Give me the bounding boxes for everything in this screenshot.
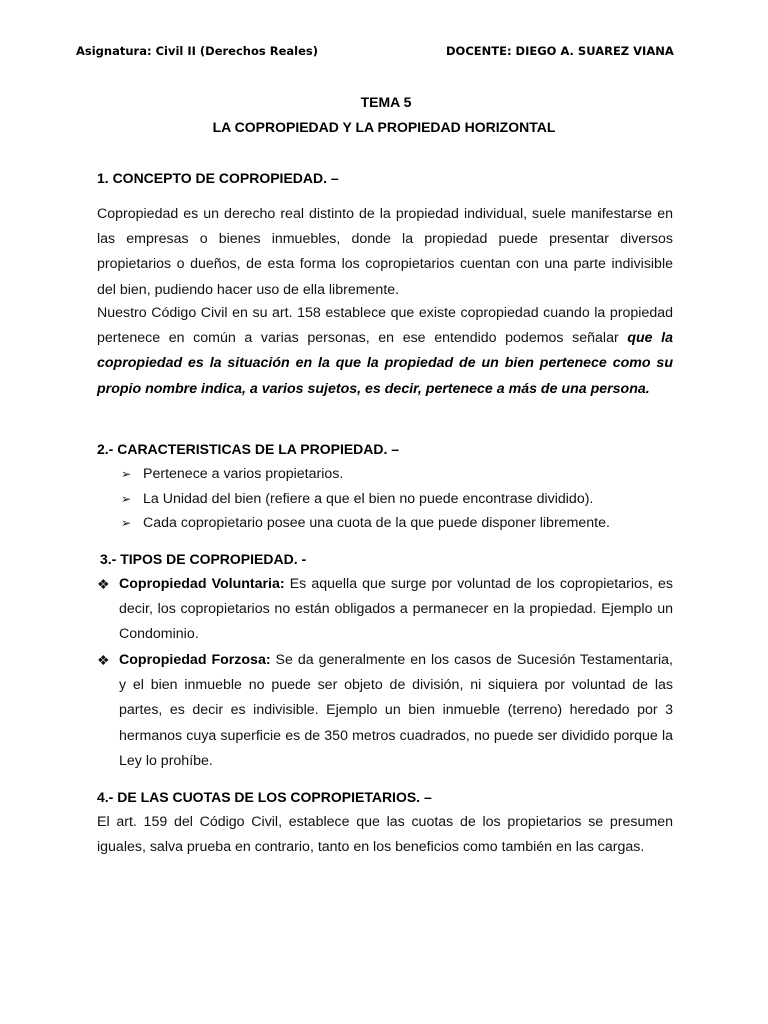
list-item-body [119,572,673,648]
list-item [121,511,681,536]
term-voluntary: Copropiedad Voluntaria: [119,576,285,592]
list-item-text: La Unidad del bien (refiere a que el bien no puede encontrase dividido). [143,490,594,507]
topic-title: TEMA 5 [360,94,412,110]
definition-voluntary: Es aquella que surge por voluntad de los copropietarios, es decir, los copropietarios no están obligados a permanecer en la propiedad. Ejemplo un Condominio. [119,576,673,643]
section-4-heading: 4.- DE LAS CUOTAS DE LOS COPROPIETARIOS. – [97,789,432,805]
paragraph-text: Nuestro Código Civil en su art. 158 establece que existe copropiedad cuando la propiedad pertenece en común a varias personas, en ese entendido podemos señalar [97,305,673,347]
list-item-forced [97,648,673,774]
section-4-paragraph: El art. 159 del Código Civil, establece que las cuotas de los propietarios se presumen iguales, salva prueba en contrario, tanto en los beneficios como también en las cargas. [97,814,673,856]
definition-forced: Se da generalmente en los casos de Sucesión Testamentaria, y el bien inmueble no puede ser objeto de división, ni siquiera por voluntad de las partes, es decir es indivisible. Ejemplo un bien inmueble (terreno) heredado por 3 hermanos cuya superficie es de 350 metros cuadrados, no puede ser dividido porque la Ley lo prohíbe. [119,652,673,769]
emphasized-definition: que la copropiedad es la situación en la que la propiedad de un bien pertenece como su propio nombre indica, a varios sujetos, es decir, pertenece a más de una persona. [97,330,673,397]
header-teacher: DOCENTE: DIEGO A. SUAREZ VIANA [446,44,674,58]
arrow-bullet-icon: ➢ [121,491,132,506]
list-item-text: Pertenece a varios propietarios. [143,466,344,482]
list-item-text: Cada copropietario posee una cuota de la que puede disponer libremente. [143,515,610,531]
diamond-bullet-icon: ❖ [97,652,110,668]
section-3-heading: 3.- TIPOS DE COPROPIEDAD. - [100,551,307,567]
characteristics-list [121,462,681,536]
list-item [121,487,681,512]
list-item [121,462,681,487]
section-1-paragraph-2 [97,301,673,402]
list-item-body [119,648,673,774]
arrow-bullet-icon: ➢ [121,467,132,481]
diamond-bullet-icon: ❖ [97,576,110,592]
section-2-heading: 2.- CARACTERISTICAS DE LA PROPIEDAD. – [97,441,400,457]
list-item-voluntary [97,572,673,648]
document-title: LA COPROPIEDAD Y LA PROPIEDAD HORIZONTAL [212,119,556,135]
section-1-heading: 1. CONCEPTO DE COPROPIEDAD. – [97,170,339,186]
section-1-paragraph-1: Copropiedad es un derecho real distinto de la propiedad individual, suele manifestarse en las empresas o bienes inmuebles, donde la propiedad puede presentar diversos propietarios o dueños, de esta forma los copropietarios cuentan con una parte indivisible del bien, pudiendo hacer uso de ella libremente. [97,206,673,298]
term-forced: Copropiedad Forzosa: [119,652,271,668]
arrow-bullet-icon: ➢ [121,516,132,530]
header-subject: Asignatura: Civil II (Derechos Reales) [76,44,318,58]
